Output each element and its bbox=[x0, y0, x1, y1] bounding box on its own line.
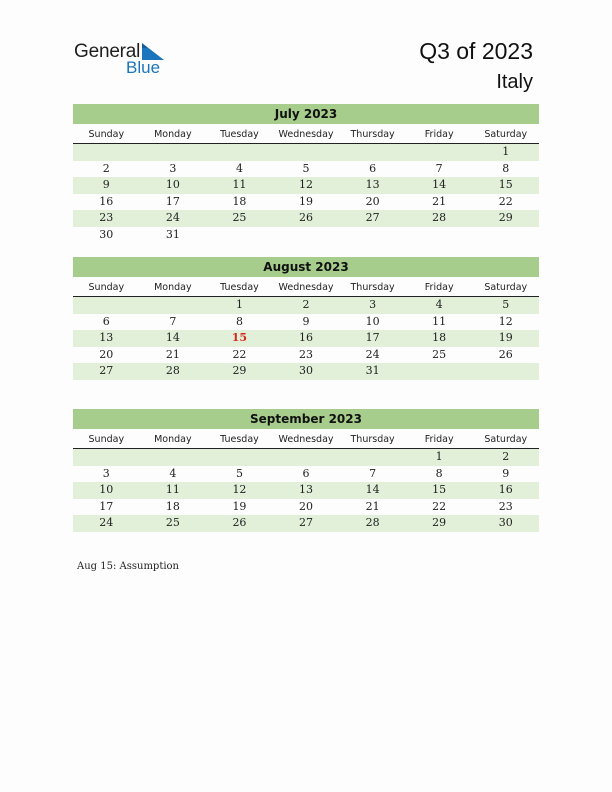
day-cell: 9 bbox=[502, 466, 510, 480]
weekday-label: Thursday bbox=[350, 129, 395, 140]
week-row bbox=[73, 449, 539, 466]
day-cell: 19 bbox=[232, 499, 247, 513]
day-cell: 2 bbox=[502, 450, 510, 463]
day-cell: 11 bbox=[432, 314, 447, 328]
empty-day-cell bbox=[273, 449, 340, 466]
day-cell: 6 bbox=[302, 466, 310, 480]
weekday-label: Wednesday bbox=[278, 129, 334, 140]
weekday-label: Friday bbox=[424, 282, 454, 293]
day-cell: 11 bbox=[232, 178, 247, 192]
week-row bbox=[73, 177, 539, 194]
day-cell: 18 bbox=[232, 194, 247, 208]
month-calendar bbox=[73, 257, 539, 380]
month-calendar bbox=[73, 104, 539, 244]
day-cell: 2 bbox=[102, 161, 110, 175]
day-cell: 11 bbox=[165, 483, 180, 497]
day-cell: 20 bbox=[365, 194, 380, 208]
day-cell: 13 bbox=[365, 178, 380, 192]
day-cell: 15 bbox=[231, 331, 248, 345]
day-cell: 28 bbox=[365, 516, 380, 530]
week-row bbox=[73, 466, 539, 483]
day-cell: 15 bbox=[498, 178, 513, 192]
weekday-label: Tuesday bbox=[220, 434, 259, 445]
weekday-header-row bbox=[73, 127, 539, 144]
day-cell: 5 bbox=[502, 298, 510, 311]
day-cell: 21 bbox=[432, 194, 447, 208]
day-cell: 12 bbox=[232, 483, 247, 497]
day-cell: 24 bbox=[99, 516, 114, 530]
day-cell: 25 bbox=[165, 516, 180, 530]
day-cell: 21 bbox=[165, 347, 180, 361]
country-label: Italy bbox=[496, 71, 533, 93]
empty-day-cell bbox=[406, 363, 473, 380]
day-cell: 14 bbox=[432, 178, 447, 192]
month-title: July 2023 bbox=[73, 104, 539, 124]
day-cell: 2 bbox=[302, 298, 310, 311]
weekday-label: Monday bbox=[154, 434, 192, 445]
weekday-header-row bbox=[73, 280, 539, 297]
empty-day-cell bbox=[273, 144, 340, 161]
logo-text-blue: Blue bbox=[126, 58, 161, 77]
empty-day-cell bbox=[472, 363, 539, 380]
week-row bbox=[73, 482, 539, 499]
weekday-label: Tuesday bbox=[220, 129, 259, 140]
day-cell: 15 bbox=[432, 483, 447, 497]
week-row bbox=[73, 314, 539, 331]
weekday-label: Thursday bbox=[350, 282, 395, 293]
day-cell: 28 bbox=[165, 364, 180, 378]
day-cell: 31 bbox=[165, 227, 180, 241]
weekday-label: Thursday bbox=[350, 434, 395, 445]
empty-day-cell bbox=[140, 144, 207, 161]
day-cell: 22 bbox=[232, 347, 247, 361]
weekday-label: Tuesday bbox=[220, 282, 259, 293]
weekday-label: Wednesday bbox=[278, 434, 334, 445]
day-cell: 24 bbox=[365, 347, 380, 361]
day-cell: 7 bbox=[435, 161, 443, 175]
week-row bbox=[73, 515, 539, 532]
empty-day-cell bbox=[73, 449, 140, 466]
empty-day-cell bbox=[206, 144, 273, 161]
day-cell: 5 bbox=[235, 466, 243, 480]
day-cell: 29 bbox=[232, 364, 247, 378]
day-cell: 26 bbox=[498, 347, 513, 361]
day-cell: 7 bbox=[169, 314, 177, 328]
weekday-label: Wednesday bbox=[278, 282, 334, 293]
day-cell: 10 bbox=[365, 314, 380, 328]
day-cell: 9 bbox=[302, 314, 310, 328]
empty-day-cell bbox=[339, 449, 406, 466]
month-title: August 2023 bbox=[73, 257, 539, 277]
day-cell: 28 bbox=[432, 211, 447, 225]
logo bbox=[74, 41, 174, 81]
weekday-label: Sunday bbox=[88, 129, 125, 140]
week-row bbox=[73, 297, 539, 314]
week-row bbox=[73, 194, 539, 211]
day-cell: 27 bbox=[299, 516, 314, 530]
day-cell: 17 bbox=[165, 194, 180, 208]
day-cell: 1 bbox=[502, 145, 510, 158]
weekday-label: Sunday bbox=[88, 434, 125, 445]
day-cell: 4 bbox=[435, 298, 443, 311]
week-row bbox=[73, 144, 539, 161]
day-cell: 22 bbox=[498, 194, 513, 208]
empty-day-cell bbox=[472, 227, 539, 244]
day-cell: 21 bbox=[365, 499, 380, 513]
day-cell: 1 bbox=[435, 450, 443, 463]
day-cell: 4 bbox=[169, 466, 177, 480]
day-cell: 8 bbox=[435, 466, 443, 480]
logo-text-general: General bbox=[74, 41, 141, 62]
day-cell: 30 bbox=[299, 364, 314, 378]
empty-day-cell bbox=[73, 144, 140, 161]
day-cell: 25 bbox=[232, 211, 247, 225]
day-cell: 27 bbox=[99, 364, 114, 378]
empty-day-cell bbox=[339, 144, 406, 161]
day-cell: 22 bbox=[432, 499, 447, 513]
day-cell: 20 bbox=[99, 347, 114, 361]
empty-day-cell bbox=[73, 297, 140, 314]
day-cell: 19 bbox=[498, 331, 513, 345]
page-title: Q3 of 2023 bbox=[419, 38, 533, 64]
day-cell: 30 bbox=[498, 516, 513, 530]
day-cell: 3 bbox=[369, 298, 377, 311]
day-cell: 29 bbox=[432, 516, 447, 530]
day-cell: 23 bbox=[99, 211, 114, 225]
month-title: September 2023 bbox=[73, 409, 539, 429]
day-cell: 1 bbox=[235, 298, 243, 311]
day-cell: 17 bbox=[365, 331, 380, 345]
day-cell: 16 bbox=[99, 194, 114, 208]
day-cell: 10 bbox=[165, 178, 180, 192]
day-cell: 24 bbox=[165, 211, 180, 225]
weekday-label: Saturday bbox=[484, 434, 528, 445]
day-cell: 16 bbox=[498, 483, 513, 497]
day-cell: 26 bbox=[299, 211, 314, 225]
month-calendar bbox=[73, 409, 539, 532]
weekday-label: Sunday bbox=[88, 282, 125, 293]
day-cell: 8 bbox=[235, 314, 243, 328]
day-cell: 23 bbox=[498, 499, 513, 513]
weekday-label: Monday bbox=[154, 282, 192, 293]
week-row bbox=[73, 161, 539, 178]
day-cell: 31 bbox=[365, 364, 380, 378]
week-row bbox=[73, 210, 539, 227]
day-cell: 17 bbox=[99, 499, 114, 513]
day-cell: 12 bbox=[498, 314, 513, 328]
day-cell: 30 bbox=[99, 227, 114, 241]
weekday-label: Saturday bbox=[484, 129, 528, 140]
week-row bbox=[73, 347, 539, 364]
day-cell: 6 bbox=[369, 161, 377, 175]
week-row bbox=[73, 227, 539, 244]
day-cell: 5 bbox=[302, 161, 310, 175]
day-cell: 27 bbox=[365, 211, 380, 225]
day-cell: 3 bbox=[102, 466, 110, 480]
day-cell: 3 bbox=[169, 161, 177, 175]
day-cell: 26 bbox=[232, 516, 247, 530]
week-row bbox=[73, 499, 539, 516]
empty-day-cell bbox=[273, 227, 340, 244]
day-cell: 23 bbox=[299, 347, 314, 361]
day-cell: 18 bbox=[432, 331, 447, 345]
holiday-note: Aug 15: Assumption bbox=[77, 561, 180, 572]
empty-day-cell bbox=[140, 449, 207, 466]
day-cell: 8 bbox=[502, 161, 510, 175]
day-cell: 14 bbox=[365, 483, 380, 497]
day-cell: 10 bbox=[99, 483, 114, 497]
empty-day-cell bbox=[406, 227, 473, 244]
empty-day-cell bbox=[339, 227, 406, 244]
day-cell: 14 bbox=[165, 331, 180, 345]
week-row bbox=[73, 363, 539, 380]
weekday-header-row bbox=[73, 432, 539, 449]
day-cell: 19 bbox=[299, 194, 314, 208]
weekday-label: Saturday bbox=[484, 282, 528, 293]
empty-day-cell bbox=[206, 227, 273, 244]
day-cell: 13 bbox=[299, 483, 314, 497]
day-cell: 7 bbox=[369, 466, 377, 480]
day-cell: 16 bbox=[299, 331, 314, 345]
day-cell: 18 bbox=[165, 499, 180, 513]
weekday-label: Monday bbox=[154, 129, 192, 140]
empty-day-cell bbox=[140, 297, 207, 314]
weekday-label: Friday bbox=[424, 129, 454, 140]
day-cell: 12 bbox=[299, 178, 314, 192]
day-cell: 9 bbox=[102, 178, 110, 192]
empty-day-cell bbox=[206, 449, 273, 466]
day-cell: 25 bbox=[432, 347, 447, 361]
day-cell: 20 bbox=[299, 499, 314, 513]
day-cell: 13 bbox=[99, 331, 114, 345]
day-cell: 4 bbox=[235, 161, 243, 175]
weekday-label: Friday bbox=[424, 434, 454, 445]
day-cell: 6 bbox=[102, 314, 110, 328]
day-cell: 29 bbox=[498, 211, 513, 225]
empty-day-cell bbox=[406, 144, 473, 161]
week-row bbox=[73, 330, 539, 347]
